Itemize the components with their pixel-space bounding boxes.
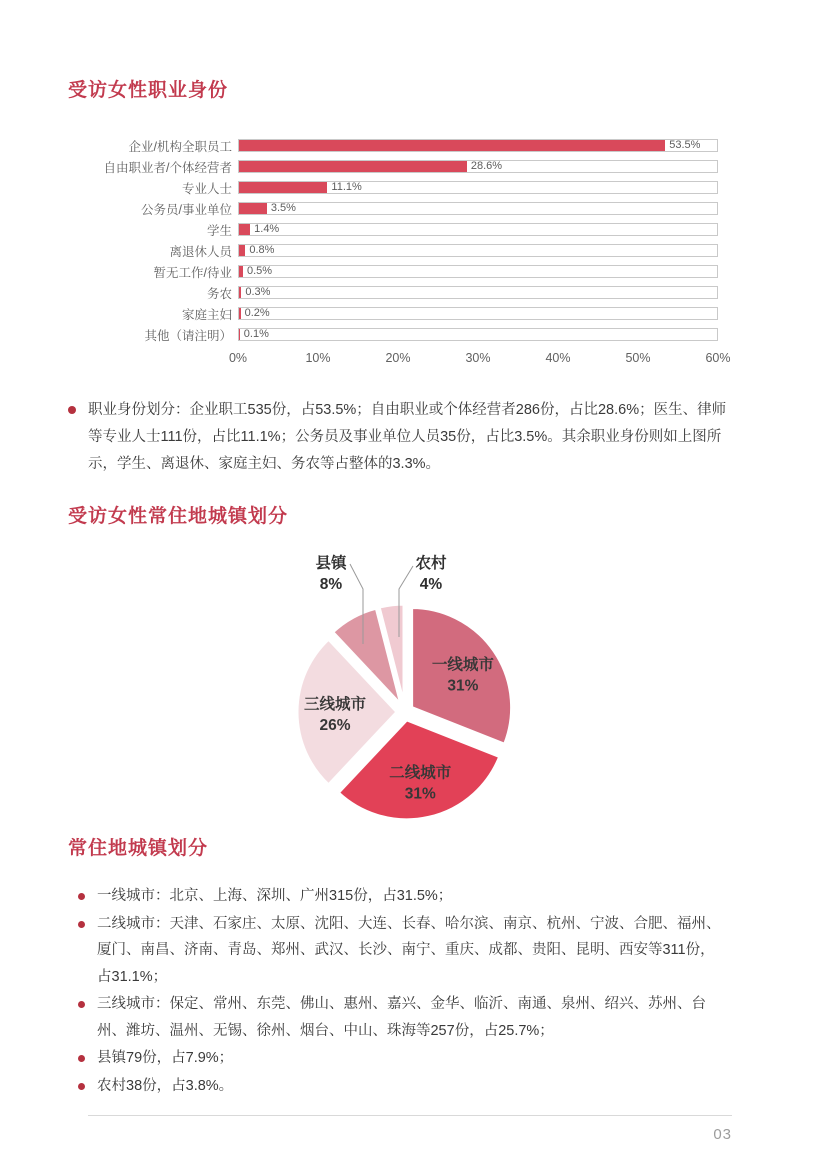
section3-title: 常住地城镇划分 (68, 838, 209, 859)
pie-inner-label: 二线城市 31% (389, 764, 452, 803)
bar-row (68, 156, 718, 177)
bar-row (68, 240, 718, 261)
occupation-insight-text: 职业身份划分：企业职工535份，占53.5%；自由职业或个体经营者286份，占比28.6%；医生、律师等专业人士111份，占比11.1%；公务员及事业单位人员35份，占比3.5%。其余职业身份则如上图所示，学生、离退休、家庭主妇、务农等占整体的3.3%。 (88, 402, 727, 472)
bar-fill (239, 203, 267, 214)
pie-outer-label: 县镇 8% (315, 555, 347, 593)
pie-outer-label: 农村 4% (415, 555, 447, 593)
section1-title: 受访女性职业身份 (68, 80, 229, 101)
bar-value-label: 1.4% (254, 223, 280, 235)
bullet-dot (78, 1083, 85, 1090)
bar-fill (239, 287, 241, 298)
list-item (78, 1073, 723, 1100)
x-axis-tick-label: 60% (705, 351, 731, 365)
bar-category-label: 学生 (206, 223, 232, 238)
list-item-text: 一线城市：北京、上海、深圳、广州315份，占31.5%； (97, 888, 453, 904)
x-axis-tick-label: 40% (545, 351, 571, 365)
bar-value-label: 0.2% (244, 307, 270, 319)
bar-value-label: 0.3% (245, 286, 271, 298)
list-item-text: 县镇79份，占7.9%； (97, 1050, 234, 1066)
bar-row (68, 135, 718, 156)
bar-fill (239, 266, 243, 277)
list-item (78, 883, 723, 910)
list-item-text: 二线城市：天津、石家庄、太原、沈阳、大连、长春、哈尔滨、南京、杭州、宁波、合肥、福州、厦门、南昌、济南、青岛、郑州、武汉、长沙、南宁、重庆、成都、贵阳、昆明、西安等311份，占31.1%； (97, 915, 721, 985)
page-number: 03 (713, 1126, 732, 1143)
bar-value-label: 0.5% (246, 265, 273, 277)
bar-value-label: 3.5% (270, 202, 296, 214)
bar-value-label: 0.1% (243, 328, 269, 340)
x-axis-tick-label: 50% (625, 351, 651, 365)
list-item (78, 991, 723, 1044)
bar-track (238, 307, 718, 320)
bar-value-label: 53.5% (669, 139, 701, 151)
x-axis-tick-label: 0% (228, 351, 248, 365)
page-footer (68, 1115, 732, 1143)
list-item-text: 农村38份，占3.8%。 (97, 1077, 234, 1094)
x-axis-tick-label: 20% (385, 351, 411, 365)
bar-row (68, 198, 718, 219)
bullet-dot (68, 406, 76, 414)
bar-fill (239, 329, 240, 340)
bullet-dot (78, 1055, 85, 1062)
bar-row (68, 303, 718, 324)
bar-category-label: 自由职业者/个体经营者 (103, 160, 232, 175)
bar-category-label: 公务员/事业单位 (141, 202, 232, 217)
list-item-text: 三线城市：保定、常州、东莞、佛山、惠州、嘉兴、金华、临沂、南通、泉州、绍兴、苏州、台州、潍坊、温州、无锡、徐州、烟台、中山、珠海等257份，占25.7%； (97, 996, 706, 1039)
list-item (78, 911, 723, 991)
x-axis-tick-label: 30% (465, 351, 491, 365)
list-item (78, 1045, 723, 1072)
pie-slice (412, 608, 512, 745)
bar-fill (239, 245, 245, 256)
bar-x-axis (228, 349, 731, 369)
pie-svg (68, 544, 728, 836)
residence-pie-chart (68, 544, 820, 836)
footer-divider (88, 1115, 732, 1116)
bar-track (238, 160, 718, 173)
bar-category-label: 离退休人员 (169, 244, 232, 259)
bar-category-label: 家庭主妇 (181, 307, 232, 322)
section2-title: 受访女性常住地城镇划分 (68, 506, 289, 527)
bar-track (238, 286, 718, 299)
bullet-dot (78, 921, 85, 928)
bullet-dot (78, 893, 85, 900)
bar-fill (239, 308, 241, 319)
x-axis-tick-label: 10% (305, 351, 331, 365)
bar-track (238, 265, 718, 278)
bar-track (238, 223, 718, 236)
bar-track (238, 181, 718, 194)
pie-inner-label: 一线城市 31% (431, 656, 494, 695)
bar-value-label: 28.6% (470, 160, 503, 172)
occupation-bar-chart (68, 135, 731, 369)
bar-fill (239, 161, 467, 172)
pie-inner-label: 三线城市 26% (303, 696, 367, 734)
bar-track (238, 202, 718, 215)
occupation-insight-bullet (68, 397, 735, 478)
bar-category-label: 暂无工作/待业 (153, 265, 232, 280)
bar-track (238, 244, 718, 257)
bar-category-label: 专业人士 (181, 181, 232, 196)
bar-fill (239, 224, 250, 235)
bar-row (68, 219, 718, 240)
residence-bullet-list (68, 883, 723, 1099)
bar-category-label: 其他（请注明） (144, 328, 232, 343)
bar-row (68, 261, 718, 282)
bullet-dot (78, 1001, 85, 1008)
bar-row (68, 282, 718, 303)
bar-row (68, 324, 718, 345)
bar-fill (239, 140, 665, 151)
bar-category-label: 企业/机构全职员工 (128, 139, 232, 154)
bar-row (68, 177, 718, 198)
bar-value-label: 0.8% (249, 244, 275, 256)
bar-track (238, 328, 718, 341)
bar-category-label: 务农 (206, 286, 232, 301)
bar-track (238, 139, 718, 152)
bar-value-label: 11.1% (331, 181, 362, 193)
bar-fill (239, 182, 327, 193)
